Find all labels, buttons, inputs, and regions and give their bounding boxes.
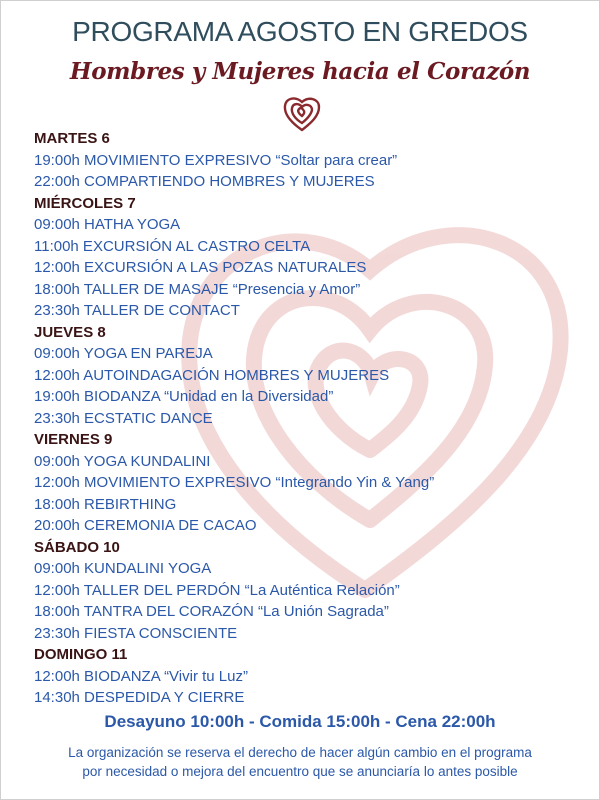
meal-times: Desayuno 10:00h - Comida 15:00h - Cena 22:00h <box>104 712 496 731</box>
day-block <box>34 193 434 322</box>
day-heading: DOMINGO 11 <box>34 646 128 663</box>
day-block <box>34 429 434 537</box>
page-title: PROGRAMA AGOSTO EN GREDOS <box>72 16 528 47</box>
event-item: 19:00h BIODANZA “Unidad en la Diversidad” <box>34 388 334 405</box>
event-item: 09:00h KUNDALINI YOGA <box>34 560 212 577</box>
page-subtitle: Hombres y Mujeres hacia el Corazón <box>69 58 531 85</box>
day-heading: VIERNES 9 <box>34 431 113 448</box>
event-item: 23:30h FIESTA CONSCIENTE <box>34 624 238 642</box>
event-item: 20:00h CEREMONIA DE CACAO <box>34 517 257 534</box>
day-block <box>34 322 434 430</box>
event-item: 22:00h COMPARTIENDO HOMBRES Y MUJERES <box>34 173 375 190</box>
day-block <box>34 537 434 645</box>
event-item: 09:00h HATHA YOGA <box>34 216 181 233</box>
event-item: 19:00h MOVIMIENTO EXPRESIVO “Soltar para crear” <box>34 151 398 169</box>
event-item: 09:00h YOGA EN PAREJA <box>34 345 213 362</box>
event-item: 18:00h TALLER DE MASAJE “Presencia y Amor” <box>34 280 361 298</box>
event-item: 18:00h REBIRTHING <box>34 495 177 513</box>
event-item: 18:00h TANTRA DEL CORAZÓN “La Unión Sagrada” <box>34 603 389 620</box>
event-item: 11:00h EXCURSIÓN AL CASTRO CELTA <box>34 237 311 255</box>
day-heading: MIÉRCOLES 7 <box>34 194 136 212</box>
disclaimer-line-1: La organización se reserva el derecho de hacer algún cambio en el programa <box>68 745 532 760</box>
event-item: 12:00h TALLER DEL PERDÓN “La Auténtica Relación” <box>34 581 400 599</box>
event-item: 12:00h AUTOINDAGACIÓN HOMBRES Y MUJERES <box>34 366 390 384</box>
event-item: 23:30h TALLER DE CONTACT <box>34 302 240 319</box>
day-heading: SÁBADO 10 <box>34 538 120 556</box>
event-item: 23:30h ECSTATIC DANCE <box>34 409 213 427</box>
day-block <box>34 644 434 709</box>
event-item: 12:00h BIODANZA “Vivir tu Luz” <box>34 667 248 685</box>
disclaimer-note <box>20 743 580 781</box>
schedule <box>34 128 434 709</box>
event-item: 14:30h DESPEDIDA Y CIERRE <box>34 689 245 706</box>
spiral-heart-icon <box>280 93 324 133</box>
event-item: 12:00h EXCURSIÓN A LAS POZAS NATURALES <box>34 259 367 276</box>
day-block <box>34 128 434 193</box>
event-item: 12:00h MOVIMIENTO EXPRESIVO “Integrando Yin & Yang” <box>34 474 435 491</box>
day-heading: MARTES 6 <box>34 130 110 147</box>
day-heading: JUEVES 8 <box>34 323 106 341</box>
event-item: 09:00h YOGA KUNDALINI <box>34 452 211 470</box>
disclaimer-line-2: por necesidad o mejora del encuentro que se anunciaría lo antes posible <box>82 764 518 779</box>
